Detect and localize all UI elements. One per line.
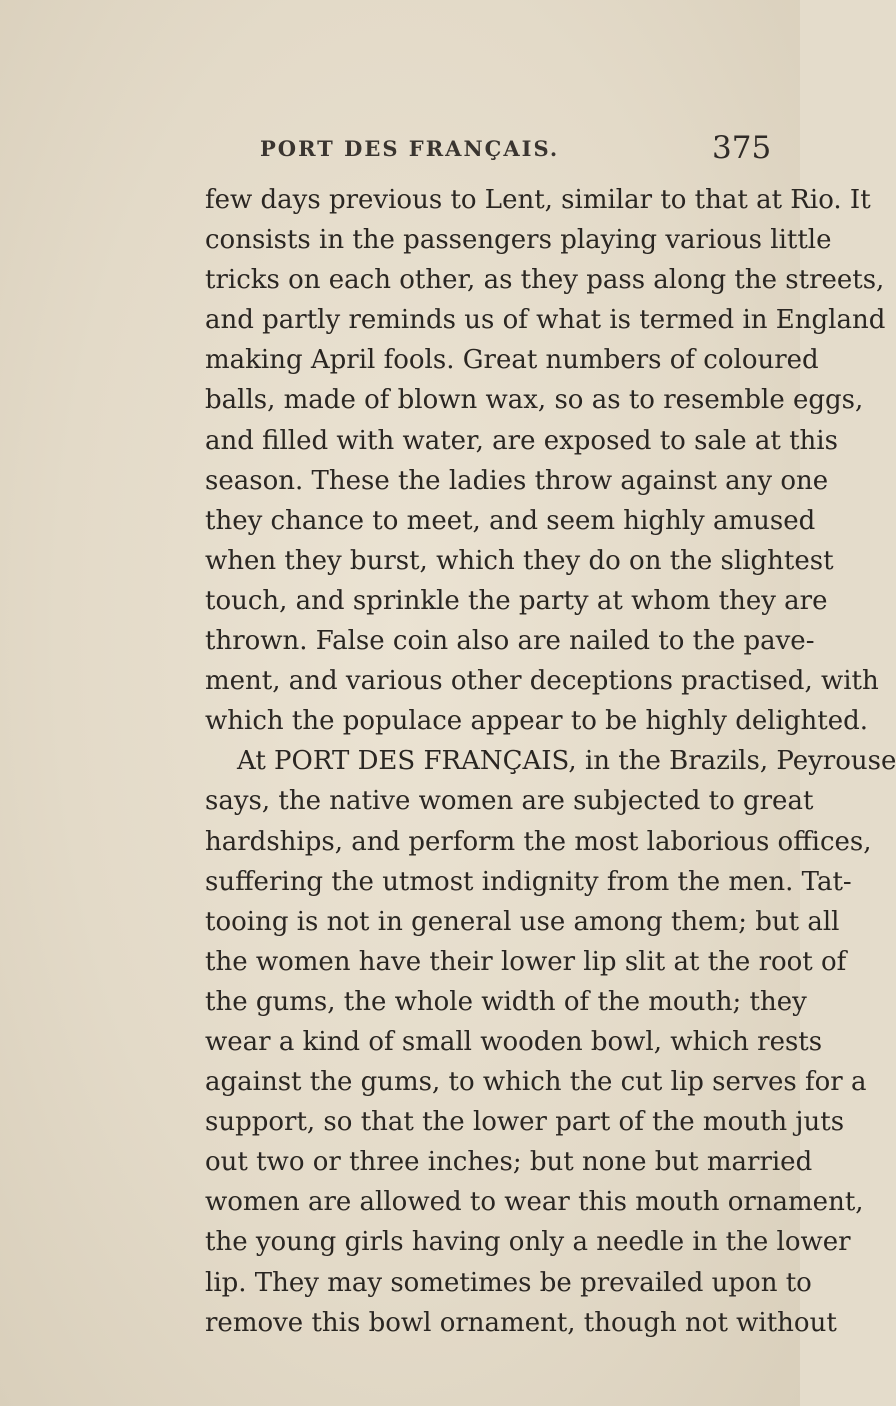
page-number: 375: [712, 130, 772, 166]
text-line: season. These the ladies throw against any one: [205, 465, 829, 496]
text-line: remove this bowl ornament, though not without: [205, 1307, 837, 1338]
text-line: the young girls having only a needle in the lower: [205, 1227, 851, 1258]
text-line: support, so that the lower part of the mouth juts: [205, 1107, 845, 1138]
text-line: hardships, and perform the most laborious offices,: [205, 826, 872, 857]
text-line: tricks on each other, as they pass along the streets,: [205, 265, 885, 296]
text-line: when they burst, which they do on the slightest: [205, 545, 834, 576]
text-line: women are allowed to wear this mouth ornament,: [205, 1187, 864, 1218]
text-line: out two or three inches; but none but married: [205, 1147, 813, 1178]
text-line: and partly reminds us of what is termed in England: [205, 305, 886, 336]
text-line: touch, and sprinkle the party at whom they are: [205, 585, 828, 616]
text-line: wear a kind of small wooden bowl, which rests: [205, 1026, 823, 1057]
text-line: and filled with water, are exposed to sale at this: [205, 425, 838, 456]
text-line: consists in the passengers playing various little: [205, 225, 832, 256]
text-line: tooing is not in general use among them; but all: [205, 906, 840, 937]
text-line: At PORT DES FRANÇAIS, in the Brazils, Peyrouse: [237, 746, 896, 777]
running-head-title: PORT DES FRANÇAIS.: [260, 136, 560, 161]
text-line: the women have their lower lip slit at the root of: [205, 946, 847, 977]
text-line: few days previous to Lent, similar to that at Rio. It: [205, 185, 871, 215]
text-line: thrown. False coin also are nailed to the pave-: [205, 626, 815, 657]
text-line: balls, made of blown wax, so as to resemble eggs,: [205, 385, 864, 416]
text-line: lip. They may sometimes be prevailed upon to: [205, 1267, 812, 1298]
text-line: ment, and various other deceptions practised, with: [205, 666, 879, 697]
text-line: the gums, the whole width of the mouth; they: [205, 986, 807, 1017]
running-head: [0, 130, 800, 170]
text-line: says, the native women are subjected to great: [205, 786, 814, 817]
text-line: suffering the utmost indignity from the men. Tat-: [205, 866, 852, 897]
text-line: against the gums, to which the cut lip serves for a: [205, 1067, 867, 1098]
text-line: making April fools. Great numbers of coloured: [205, 345, 819, 376]
text-line: they chance to meet, and seem highly amused: [205, 505, 816, 536]
text-line: which the populace appear to be highly delighted.: [205, 706, 868, 737]
body-text: [205, 180, 896, 1343]
